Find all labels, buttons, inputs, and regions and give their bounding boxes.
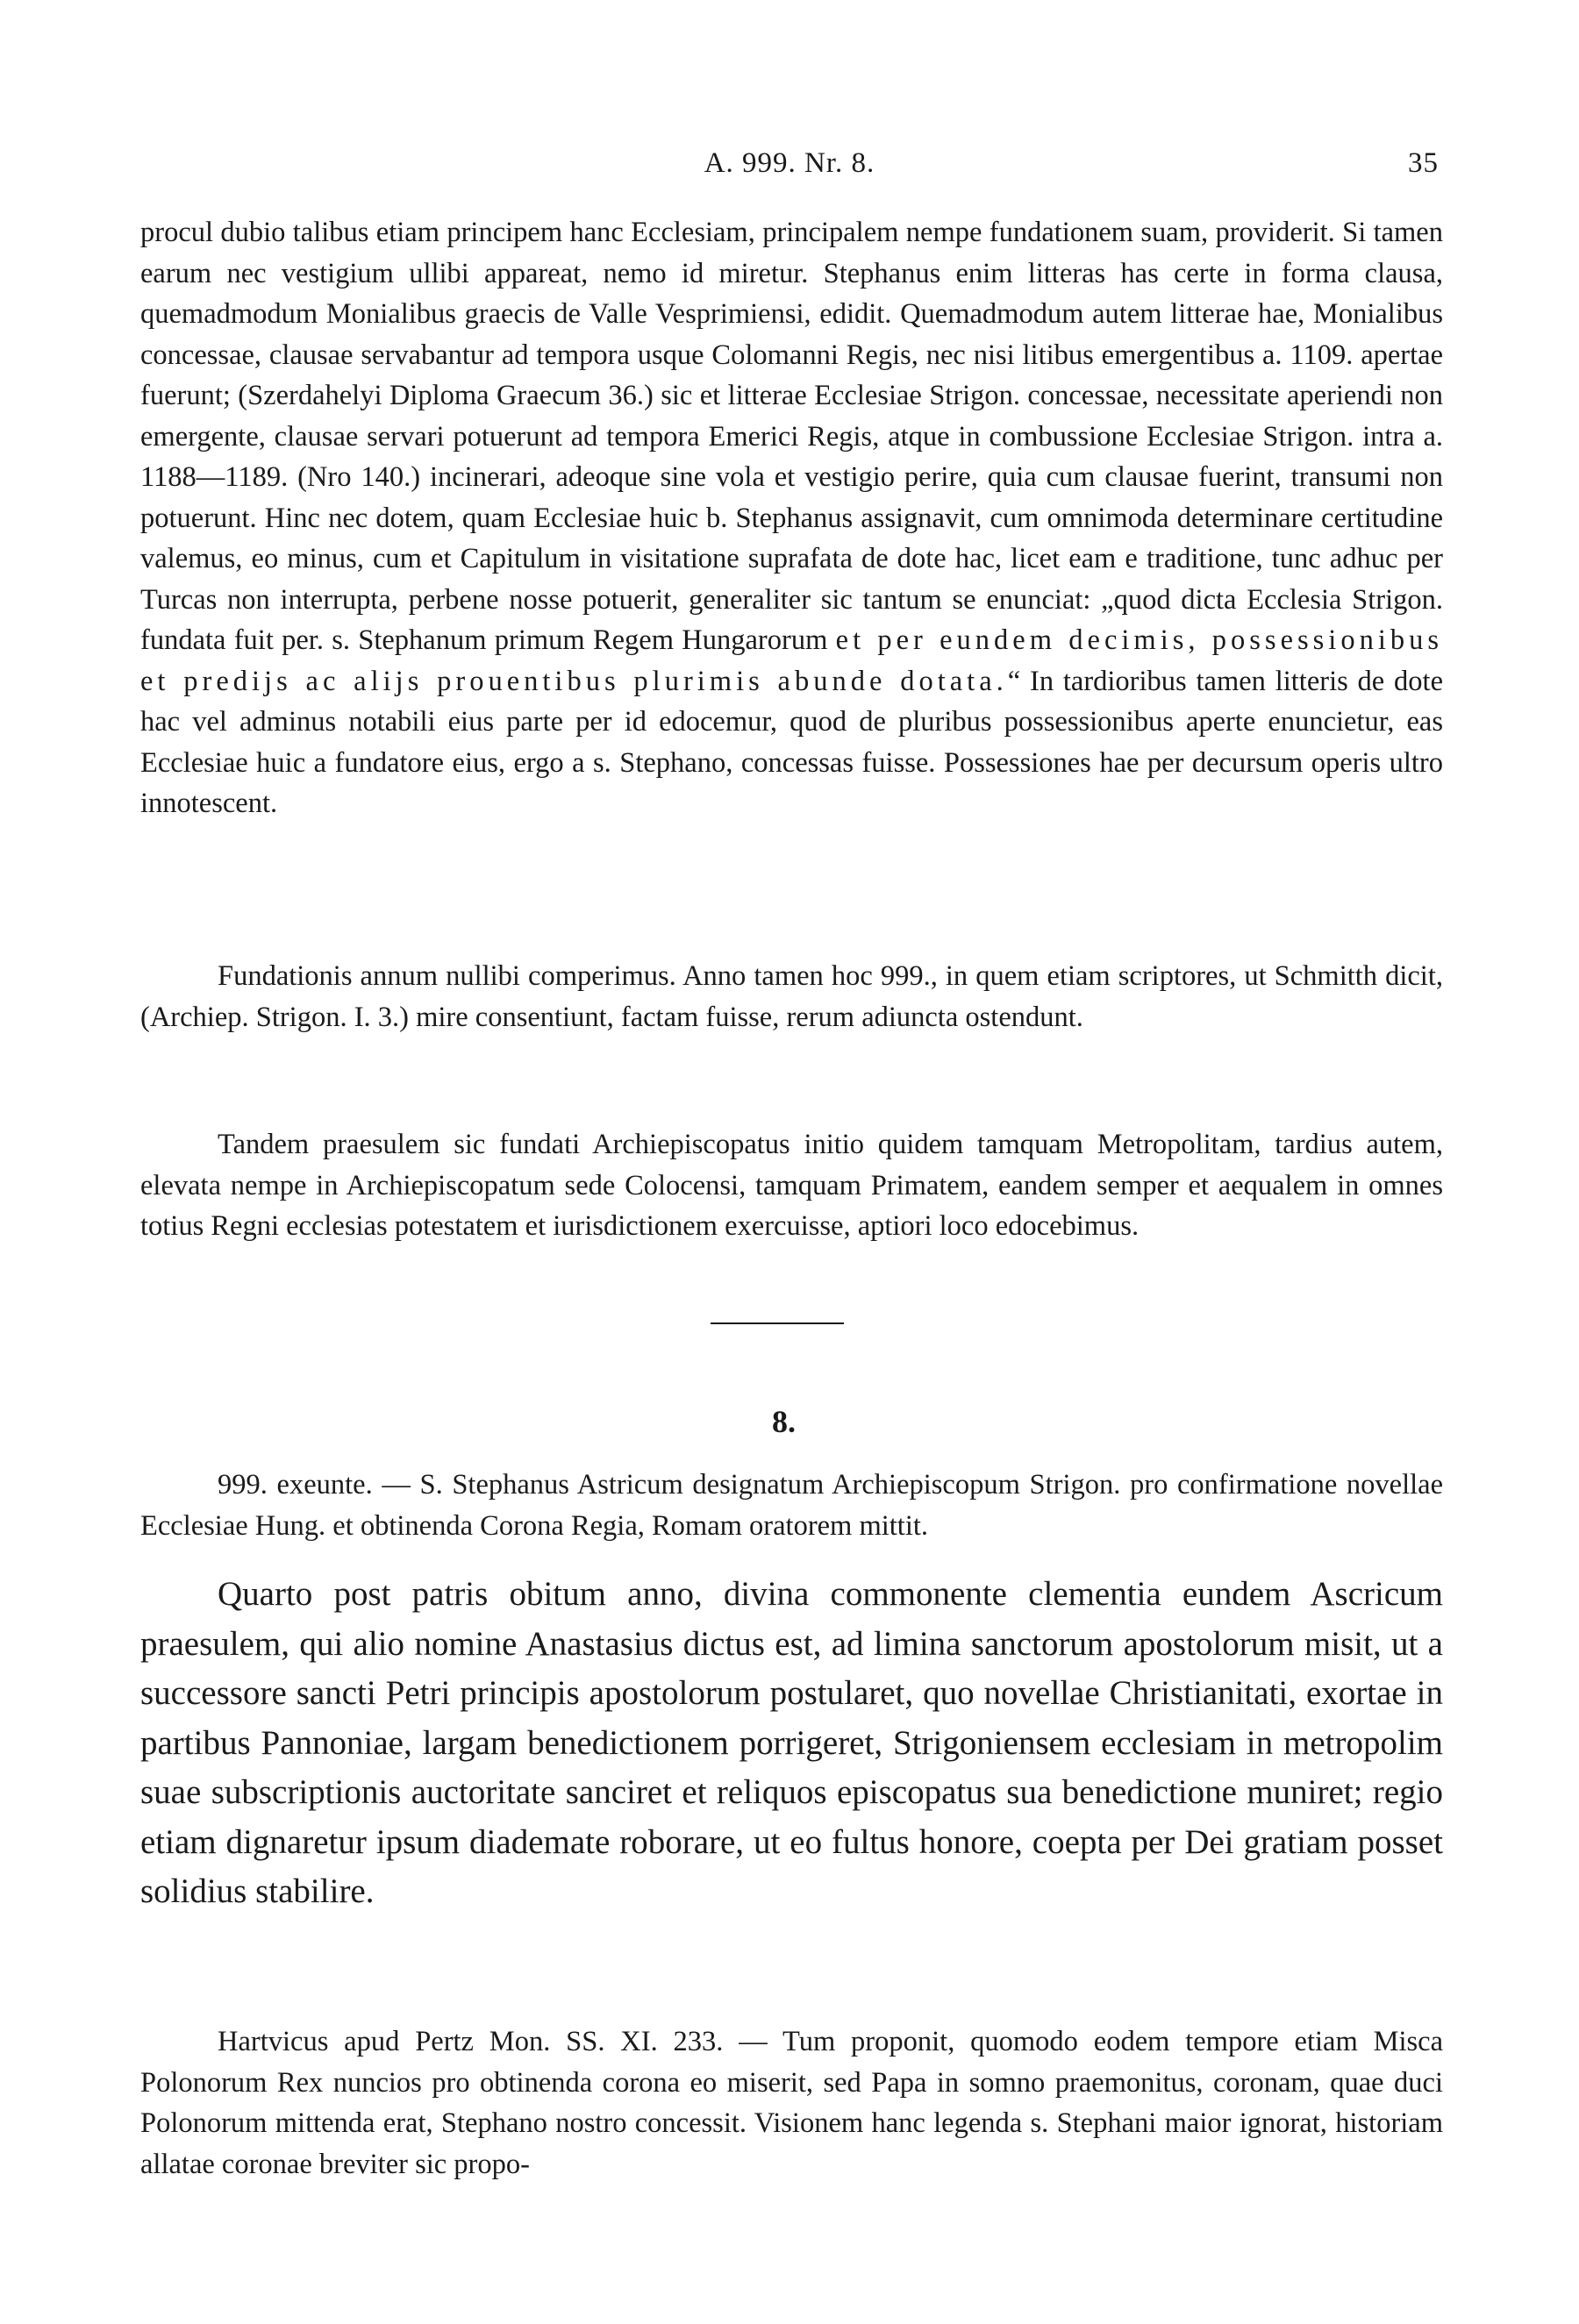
note-text: Hartvicus apud Pertz Mon. SS. XI. 233. — Tum proponit, quomodo eodem tempore etiam Misca Polonorum Rex nuncios pro obtinenda corona eo miserit, sed Papa in somno praemonitus, coronam, quae duci Polonorum mittenda erat, Stephano nostro concessit. Visionem hanc legenda s. Stephani maior ignorat, historiam allatae coronae breviter sic propo- [140,2026,1443,2180]
commentary-paragraph-2 [140,956,1443,1037]
spaced-quotation: et per eundem decimis, possessionibus et predijs ac alijs prouentibus plurimis abunde dotata. [140,624,1443,697]
document-summary [140,1465,1443,1546]
commentary-paragraph-3 [140,1124,1443,1247]
document-note [140,2021,1443,2185]
document-number: 8. [772,1404,796,1439]
running-head [140,147,1439,191]
paragraph-text-part: procul dubio talibus etiam principem hanc Ecclesiam, principalem nempe fundationem suam, providerit. Si tamen earum nec vestigium ullibi appareat, nemo id miretur. Stephanus enim litteras has certe in forma clausa, quemadmodum Monialibus graecis de Valle Vesprimiensi, edidit. Quemadmodum autem litterae hae, Monialibus concessae, clausae servabantur ad tempora usque Colomanni Regis, nec nisi litibus emergentibus a. 1109. apertae fuerunt; (Szerdahelyi Diploma Graecum 36.) sic et litterae Ecclesiae Strigon. concessae, necessitate aperiendi non emergente, clausae servari potuerunt ad tempora Emerici Regis, atque in combussione Ecclesiae Strigon. intra a. 1188—1189. (Nro 140.) incinerari, adeoque sine vola et vestigio perire, quia cum clausae fuerint, transumi non potuerunt. Hinc nec dotem, quam Ecclesiae huic b. Stephanus assignavit, cum omnimoda determinare certitudine valemus, eo minus, cum et Capitulum in visitatione suprafata de dote hac, licet eam e traditione, tunc adhuc per Turcas non interrupta, perbene nosse potuerit, generaliter sic tantum se enunciat: „quod dicta Ecclesia Strigon. fundata fuit per. s. Stephanum primum Regem Hungarorum [140,217,1443,656]
running-title: A. 999. Nr. 8. [704,147,875,179]
paragraph-text: Fundationis annum nullibi comperimus. Anno tamen hoc 999., in quem etiam scriptores, ut Schmitth dicit, (Archiep. Strigon. I. 3.) mire consentiunt, factam fuisse, rerum adiuncta ostendunt. [140,960,1443,1033]
page-number: 35 [1408,147,1439,179]
paragraph-text [140,212,1443,824]
document-text [140,1570,1443,1917]
summary-text: 999. exeunte. — S. Stephanus Astricum designatum Archiepiscopum Strigon. pro confirmatione novellae Ecclesiae Hung. et obtinenda Corona Regia, Romam oratorem mittit. [140,1469,1443,1542]
paragraph-text-part: “ In tardioribus tamen litteris de dote hac vel adminus notabili eius parte per id edocemur, quod de pluribus possessionibus aperte enuncietur, eas Ecclesiae huic a fundatore eius, ergo a s. Stephano, concessas fuisse. Possessiones hae per decursum operis ultro innotescent. [140,665,1443,819]
paragraph-text: Tandem praesulem sic fundati Archiepiscopatus initio quidem tamquam Metropolitam, tardius autem, elevata nempe in Archiepiscopatum sede Colocensi, tamquam Primatem, eandem semper et aequalem in omnes totius Regni ecclesias potestatem et iurisdictionem exercuisse, aptiori loco edocebimus. [140,1129,1443,1242]
commentary-paragraph-1 [140,212,1443,824]
section-divider [711,1322,844,1324]
document-body-text: Quarto post patris obitum anno, divina commonente clementia eundem Ascricum praesulem, qui alio nomine Anastasius dictus est, ad limina sanctorum apostolorum misit, ut a successore sancti Petri principis apostolorum postularet, quo novellae Christianitati, exortae in partibus Pannoniae, largam benedictionem porrigeret, Strigoniensem ecclesiam in metropolim suae subscriptionis auctoritate sanciret et reliquos episcopatus sua benedictione muniret; regio etiam dignaretur ipsum diademate roborare, ut eo fultus honore, coepta per Dei gratiam posset solidius stabilire. [140,1575,1443,1910]
